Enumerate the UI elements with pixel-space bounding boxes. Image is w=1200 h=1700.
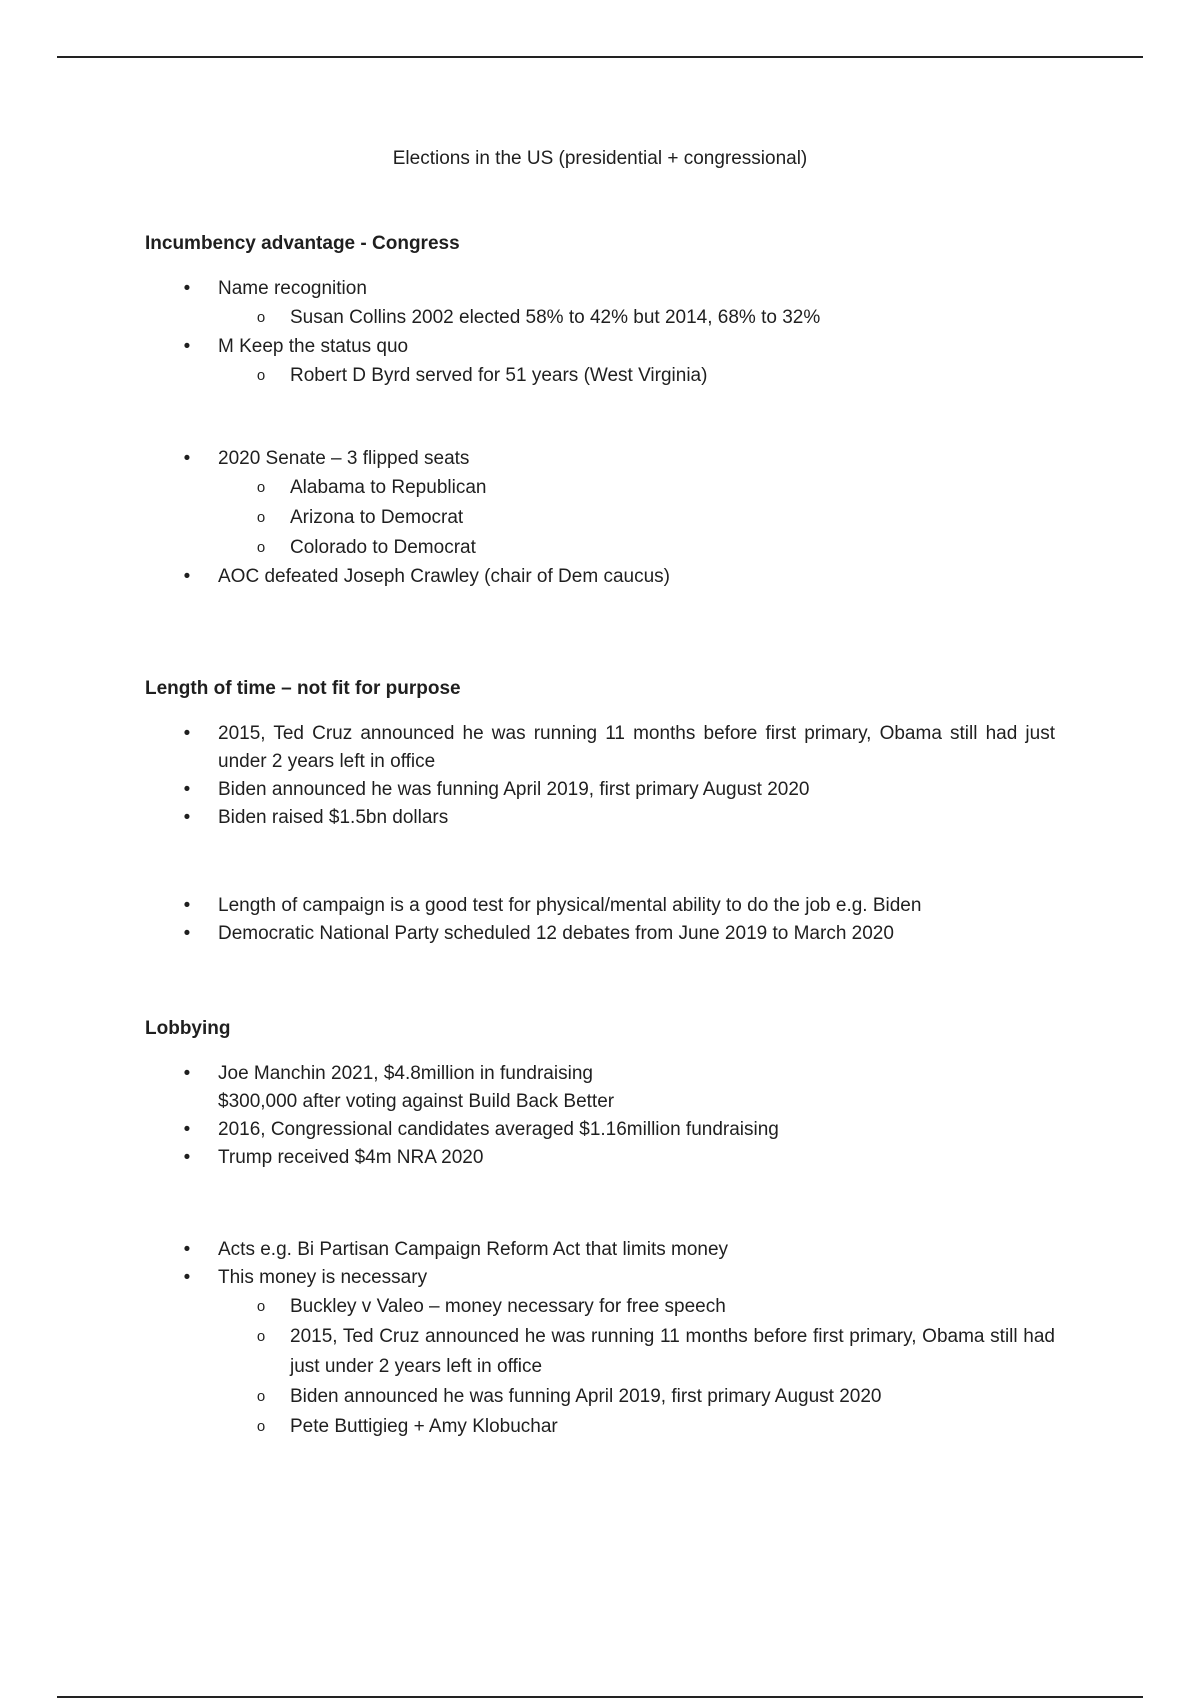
bullet-icon: • bbox=[183, 923, 191, 944]
list-item: • Biden announced he was funning April 2019, first primary August 2020 bbox=[145, 776, 1055, 804]
sub-list-item: o Colorado to Democrat bbox=[145, 533, 1055, 563]
list-item: • AOC defeated Joseph Crawley (chair of Dem caucus) bbox=[145, 563, 1055, 591]
list-item: • Joe Manchin 2021, $4.8million in fundraising $300,000 after voting against Build Back Better bbox=[145, 1060, 1055, 1116]
list-item: • Length of campaign is a good test for physical/mental ability to do the job e.g. Biden bbox=[145, 892, 1055, 920]
section-heading: Incumbency advantage - Congress bbox=[145, 233, 460, 254]
bullet-list bbox=[145, 720, 1055, 832]
circle-bullet-icon: o bbox=[256, 367, 266, 384]
list-item: • Acts e.g. Bi Partisan Campaign Reform Act that limits money bbox=[145, 1236, 1055, 1264]
list-item: • M Keep the status quo o Robert D Byrd served for 51 years (West Virginia) bbox=[145, 333, 1055, 391]
bullet-icon: • bbox=[183, 1119, 191, 1140]
list-item-continuation: $300,000 after voting against Build Back Better bbox=[218, 1091, 615, 1112]
list-item: • 2020 Senate – 3 flipped seats o Alabama to Republican o Arizona to Democrat o Colorado to Democrat bbox=[145, 445, 1055, 563]
section-incumbency bbox=[145, 231, 1055, 591]
list-item: • Trump received $4m NRA 2020 bbox=[145, 1144, 1055, 1172]
bullet-icon: • bbox=[183, 1267, 191, 1288]
list-item: • This money is necessary o Buckley v Valeo – money necessary for free speech o 2015, Ted Cruz announced he was running 11 months before first primary, Obama still had just under 2 years left in office o Biden announced he was funning April 2019, first primary August 2020 o Pete Buttigieg + Amy Klobuchar bbox=[145, 1264, 1055, 1442]
list-item: • Name recognition o Susan Collins 2002 elected 58% to 42% but 2014, 68% to 32% bbox=[145, 275, 1055, 333]
sub-list bbox=[145, 1292, 1055, 1442]
circle-bullet-icon: o bbox=[256, 1328, 266, 1345]
section-heading: Lobbying bbox=[145, 1018, 231, 1039]
sub-list-item: o Biden announced he was funning April 2019, first primary August 2020 bbox=[145, 1382, 1055, 1412]
sub-list-item: o Arizona to Democrat bbox=[145, 503, 1055, 533]
bullet-icon: • bbox=[183, 336, 191, 357]
bullet-list bbox=[145, 445, 1055, 591]
list-item: • 2016, Congressional candidates averaged $1.16million fundraising bbox=[145, 1116, 1055, 1144]
top-rule bbox=[57, 56, 1143, 58]
bullet-icon: • bbox=[183, 807, 191, 828]
list-item: • 2015, Ted Cruz announced he was running 11 months before first primary, Obama still had just under 2 years left in office bbox=[145, 720, 1055, 776]
section-length-of-time bbox=[145, 676, 1055, 948]
bullet-list bbox=[145, 892, 1055, 948]
bullet-icon: • bbox=[183, 1063, 191, 1084]
list-item: • Biden raised $1.5bn dollars bbox=[145, 804, 1055, 832]
circle-bullet-icon: o bbox=[256, 509, 266, 526]
sub-list bbox=[145, 303, 1055, 333]
circle-bullet-icon: o bbox=[256, 479, 266, 496]
bullet-icon: • bbox=[183, 779, 191, 800]
bullet-icon: • bbox=[183, 278, 191, 299]
bullet-icon: • bbox=[183, 895, 191, 916]
section-heading: Length of time – not fit for purpose bbox=[145, 678, 461, 699]
bullet-icon: • bbox=[183, 723, 191, 744]
bullet-icon: • bbox=[183, 448, 191, 469]
circle-bullet-icon: o bbox=[256, 539, 266, 556]
circle-bullet-icon: o bbox=[256, 309, 266, 326]
sub-list-item: o Pete Buttigieg + Amy Klobuchar bbox=[145, 1412, 1055, 1442]
sub-list-item: o Susan Collins 2002 elected 58% to 42% but 2014, 68% to 32% bbox=[145, 303, 1055, 333]
bullet-icon: • bbox=[183, 1147, 191, 1168]
circle-bullet-icon: o bbox=[256, 1418, 266, 1435]
sub-list-item: o Robert D Byrd served for 51 years (West Virginia) bbox=[145, 361, 1055, 391]
section-lobbying bbox=[145, 1016, 1055, 1442]
document-title: Elections in the US (presidential + congressional) bbox=[392, 148, 808, 169]
circle-bullet-icon: o bbox=[256, 1298, 266, 1315]
bullet-list bbox=[145, 1236, 1055, 1442]
circle-bullet-icon: o bbox=[256, 1388, 266, 1405]
bullet-icon: • bbox=[183, 566, 191, 587]
sub-list bbox=[145, 361, 1055, 391]
sub-list-item: o 2015, Ted Cruz announced he was running 11 months before first primary, Obama still had just under 2 years left in office bbox=[145, 1322, 1055, 1382]
bullet-icon: • bbox=[183, 1239, 191, 1260]
sub-list bbox=[145, 473, 1055, 563]
bullet-list bbox=[145, 275, 1055, 391]
list-item: • Democratic National Party scheduled 12 debates from June 2019 to March 2020 bbox=[145, 920, 1055, 948]
sub-list-item: o Buckley v Valeo – money necessary for free speech bbox=[145, 1292, 1055, 1322]
sub-list-item: o Alabama to Republican bbox=[145, 473, 1055, 503]
bottom-rule bbox=[57, 1696, 1143, 1698]
bullet-list bbox=[145, 1060, 1055, 1172]
